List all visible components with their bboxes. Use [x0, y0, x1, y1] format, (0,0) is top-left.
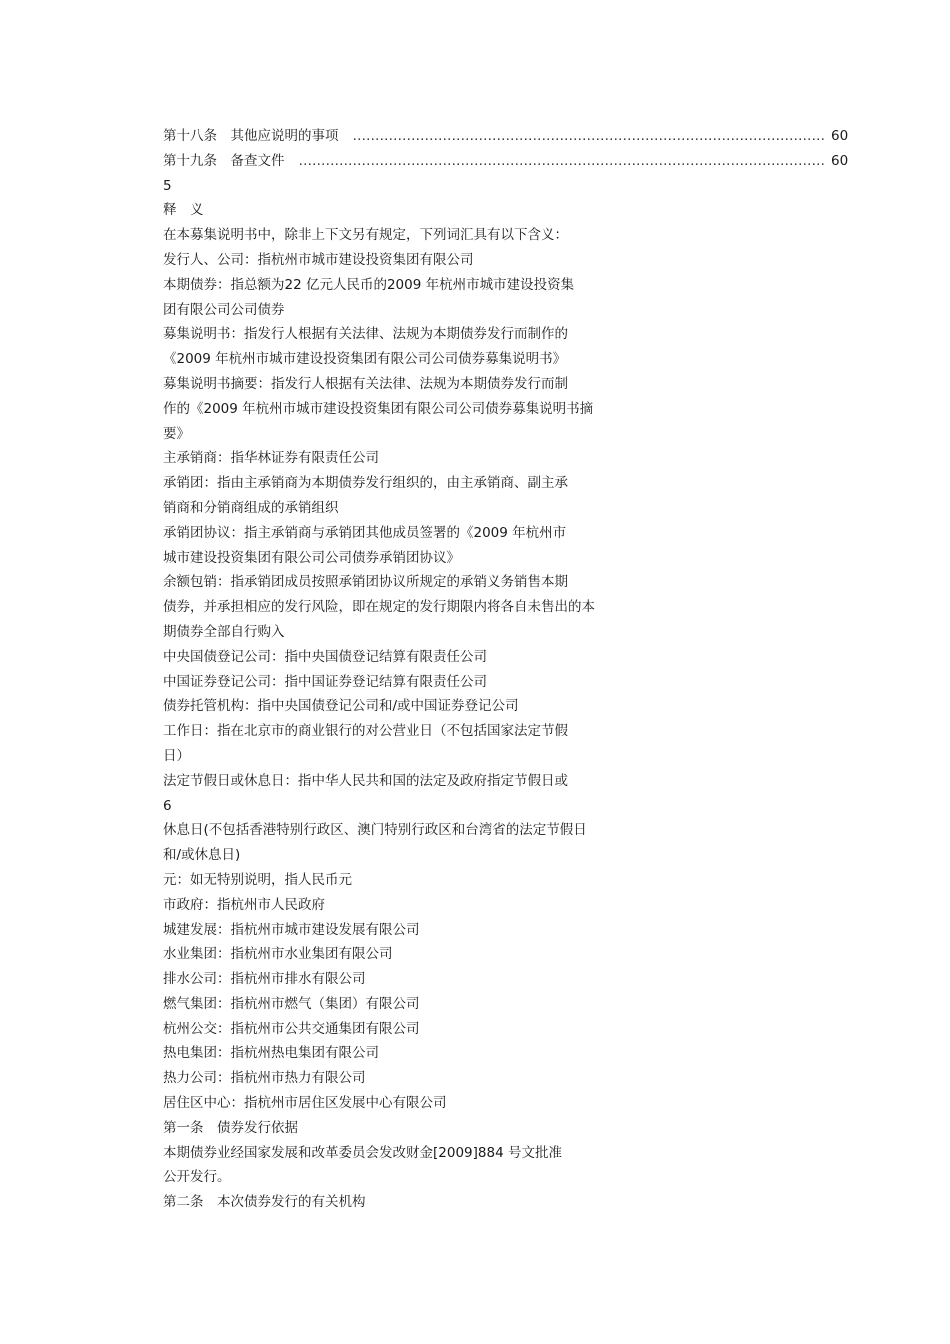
definition-line: 募集说明书摘要：指发行人根据有关法律、法规为本期债券发行而制	[163, 375, 568, 392]
definition-line: 水业集团：指杭州市水业集团有限公司	[163, 946, 393, 963]
page-number: 6	[163, 797, 172, 814]
definition-line: 中央国债登记公司：指中央国债登记结算有限责任公司	[163, 648, 487, 665]
definition-line: 中国证券登记公司：指中国证券登记结算有限责任公司	[163, 673, 487, 690]
definition-line: 法定节假日或休息日：指中华人民共和国的法定及政府指定节假日或	[163, 772, 568, 789]
definition-line: 休息日(不包括香港特别行政区、澳门特别行政区和台湾省的法定节假日	[163, 822, 587, 839]
article-heading: 第一条 债券发行依据	[163, 1119, 298, 1136]
definition-line: 热电集团：指杭州热电集团有限公司	[163, 1045, 379, 1062]
toc-leader-dots: ………………………………………………………………………………………………………	[298, 152, 825, 169]
definition-line: 作的《2009 年杭州市城市建设投资集团有限公司公司债券募集说明书摘	[163, 400, 594, 417]
paragraph-line: 在本募集说明书中，除非上下文另有规定，下列词汇具有以下含义：	[163, 227, 568, 244]
section-heading: 释 义	[163, 202, 204, 219]
definition-line: 热力公司：指杭州市热力有限公司	[163, 1070, 366, 1087]
definition-line: 居住区中心：指杭州市居住区发展中心有限公司	[163, 1095, 447, 1112]
definition-line: 发行人、公司：指杭州市城市建设投资集团有限公司	[163, 251, 474, 268]
toc-entry-title: 第十八条 其他应说明的事项	[163, 128, 339, 144]
definition-line: 团有限公司公司债券	[163, 301, 285, 318]
toc-entry[interactable]	[163, 149, 849, 174]
definition-line: 杭州公交：指杭州市公共交通集团有限公司	[163, 1020, 420, 1037]
definition-line: 日）	[163, 747, 190, 764]
definition-line: 期债券全部自行购入	[163, 623, 285, 640]
definition-line: 募集说明书：指发行人根据有关法律、法规为本期债券发行而制作的	[163, 326, 568, 343]
definition-line: 承销团协议：指主承销商与承销团其他成员签署的《2009 年杭州市	[163, 524, 567, 541]
definition-line: 债券，并承担相应的发行风险，即在规定的发行期限内将各自未售出的本	[163, 599, 595, 616]
article-heading: 第二条 本次债券发行的有关机构	[163, 1194, 366, 1211]
definition-line: 燃气集团：指杭州市燃气（集团）有限公司	[163, 995, 420, 1012]
definition-line: 本期债券：指总额为22 亿元人民币的2009 年杭州市城市建设投资集	[163, 276, 575, 293]
paragraph-line: 本期债券业经国家发展和改革委员会发改财金[2009]884 号文批准	[163, 1144, 562, 1161]
toc-entry-title: 第十九条 备查文件	[163, 152, 285, 169]
definition-line: 余额包销：指承销团成员按照承销团协议所规定的承销义务销售本期	[163, 574, 568, 591]
definition-line: 债券托管机构：指中央国债登记公司和/或中国证券登记公司	[163, 698, 519, 715]
toc-entry-page: 60	[831, 128, 849, 144]
definition-line: 城市建设投资集团有限公司公司债券承销团协议》	[163, 549, 460, 566]
toc-entry[interactable]	[163, 124, 849, 149]
definition-line: 市政府：指杭州市人民政府	[163, 896, 325, 913]
definition-line: 《2009 年杭州市城市建设投资集团有限公司公司债券募集说明书》	[163, 351, 567, 368]
definition-line: 要》	[163, 425, 190, 442]
toc-entry-page: 60	[831, 152, 849, 169]
definition-line: 承销团：指由主承销商为本期债券发行组织的，由主承销商、副主承	[163, 475, 568, 492]
definition-line: 城建发展：指杭州市城市建设发展有限公司	[163, 921, 420, 938]
definition-line: 排水公司：指杭州市排水有限公司	[163, 971, 366, 988]
toc-leader-dots: ……………………………………………………………………………………………	[352, 128, 825, 144]
definition-line: 主承销商：指华林证券有限责任公司	[163, 450, 379, 467]
paragraph-line: 公开发行。	[163, 1169, 231, 1186]
definition-line: 销商和分销商组成的承销组织	[163, 499, 339, 516]
definition-line: 和/或休息日)	[163, 847, 241, 864]
page-number: 5	[163, 177, 172, 194]
definition-line: 元：如无特别说明，指人民币元	[163, 871, 352, 888]
definition-line: 工作日：指在北京市的商业银行的对公营业日（不包括国家法定节假	[163, 723, 568, 740]
document-body	[163, 124, 849, 1215]
